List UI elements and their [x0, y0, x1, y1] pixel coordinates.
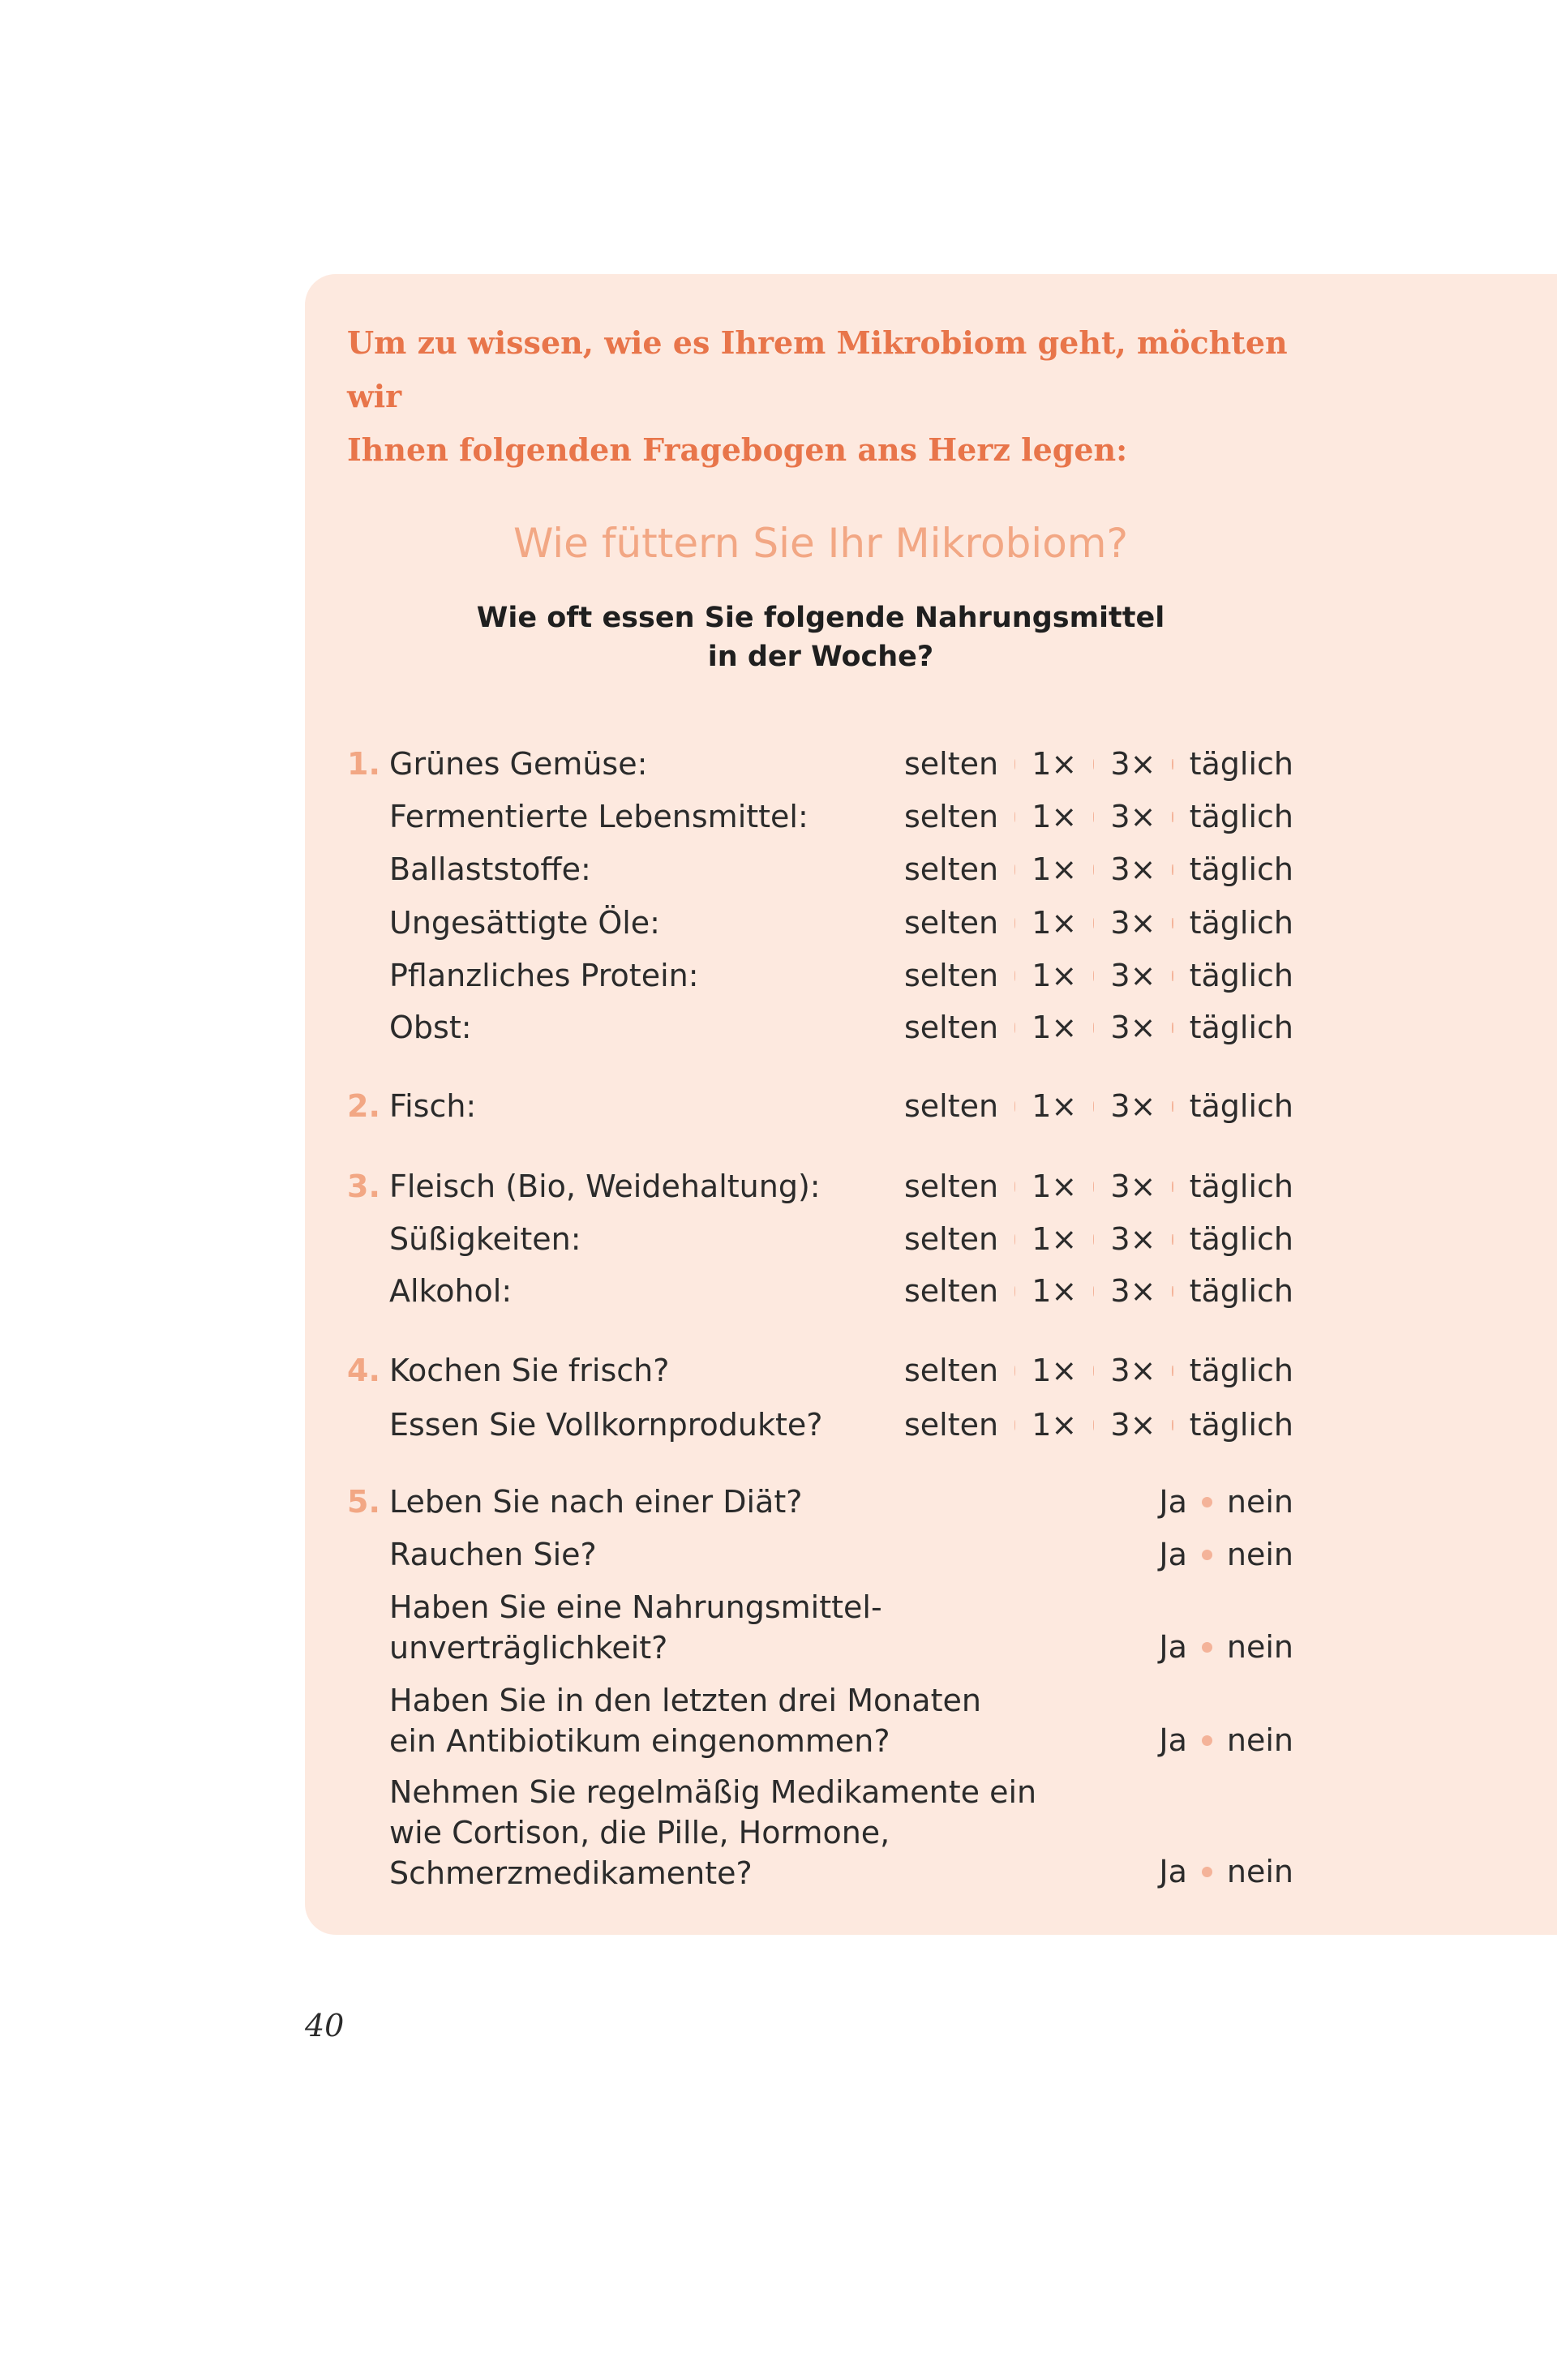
question-label-line: unverträglichkeit?	[389, 1630, 668, 1666]
frequency-option[interactable]: täglich	[1189, 799, 1293, 834]
frequency-option[interactable]: täglich	[1189, 1221, 1293, 1257]
frequency-option[interactable]: 3×	[1110, 799, 1156, 834]
frequency-scale	[904, 1086, 1293, 1126]
frequency-scale	[904, 1166, 1293, 1207]
question-label-line: Haben Sie eine Nahrungsmittel-	[389, 1589, 882, 1625]
separator-dot	[1172, 1234, 1173, 1245]
frequency-option[interactable]: täglich	[1189, 1088, 1293, 1124]
separator-dot	[1093, 1023, 1094, 1033]
frequency-option[interactable]: 3×	[1110, 1353, 1156, 1388]
frequency-option[interactable]: 1×	[1032, 1407, 1078, 1443]
frequency-option[interactable]: täglich	[1189, 958, 1293, 993]
frequency-option[interactable]: 3×	[1110, 1169, 1156, 1204]
separator-dot	[1172, 971, 1173, 981]
frequency-option[interactable]: 3×	[1110, 1273, 1156, 1309]
separator-dot	[1093, 1286, 1094, 1297]
questionnaire-title: Wie füttern Sie Ihr Mikrobiom?	[513, 520, 1129, 567]
frequency-option[interactable]: 3×	[1110, 1010, 1156, 1045]
separator-dot	[1014, 1420, 1015, 1430]
separator-dot	[1014, 971, 1015, 981]
question-label-line: Haben Sie in den letzten drei Monaten	[389, 1683, 981, 1718]
frequency-option[interactable]: 1×	[1032, 851, 1078, 887]
question-label	[389, 1534, 1038, 1575]
question-label-line: Nehmen Sie regelmäßig Medikamente ein	[389, 1774, 1037, 1810]
separator-dot	[1093, 1181, 1094, 1192]
question-number: 1.	[347, 746, 380, 782]
frequency-option[interactable]: täglich	[1189, 746, 1293, 782]
separator-dot	[1014, 1366, 1015, 1376]
question-label	[389, 1482, 1038, 1522]
frequency-option[interactable]: selten	[904, 1407, 999, 1443]
separator-dot	[1172, 918, 1173, 928]
frequency-option[interactable]: 1×	[1032, 905, 1078, 941]
separator-dot	[1014, 918, 1015, 928]
yes-option[interactable]: Ja	[1159, 1629, 1187, 1665]
frequency-scale	[904, 1271, 1293, 1311]
subtitle-line-1: Wie oft essen Sie folgende Nahrungsmittel	[476, 602, 1165, 634]
no-option[interactable]: nein	[1226, 1722, 1293, 1758]
frequency-option[interactable]: selten	[904, 746, 999, 782]
frequency-scale	[904, 744, 1293, 784]
separator-dot	[1202, 1642, 1212, 1653]
no-option[interactable]: nein	[1226, 1537, 1293, 1572]
frequency-option[interactable]: täglich	[1189, 1353, 1293, 1388]
question-label	[389, 1587, 1038, 1668]
yes-option[interactable]: Ja	[1159, 1484, 1187, 1520]
separator-dot	[1202, 1497, 1212, 1507]
frequency-option[interactable]: 3×	[1110, 1221, 1156, 1257]
question-label: Süßigkeiten:	[389, 1221, 581, 1257]
frequency-option[interactable]: täglich	[1189, 1407, 1293, 1443]
separator-dot	[1093, 918, 1094, 928]
intro-text	[347, 316, 1320, 477]
page-number: 40	[305, 2008, 345, 2043]
yes-no-choice	[1150, 1851, 1293, 1892]
separator-dot	[1014, 812, 1015, 822]
yes-no-choice	[1150, 1534, 1293, 1575]
separator-dot	[1202, 1550, 1212, 1560]
no-option[interactable]: nein	[1226, 1854, 1293, 1889]
separator-dot	[1172, 1101, 1173, 1112]
frequency-scale	[904, 903, 1293, 943]
frequency-option[interactable]: 1×	[1032, 1088, 1078, 1124]
question-label: Pflanzliches Protein:	[389, 958, 699, 993]
no-option[interactable]: nein	[1226, 1484, 1293, 1520]
question-label: Grünes Gemüse:	[389, 746, 648, 782]
frequency-option[interactable]: 1×	[1032, 1221, 1078, 1257]
frequency-option[interactable]: selten	[904, 799, 999, 834]
separator-dot	[1202, 1867, 1212, 1877]
frequency-option[interactable]: 1×	[1032, 1353, 1078, 1388]
frequency-option[interactable]: täglich	[1189, 1273, 1293, 1309]
no-option[interactable]: nein	[1226, 1629, 1293, 1665]
separator-dot	[1172, 812, 1173, 822]
question-label: Alkohol:	[389, 1273, 513, 1309]
separator-dot	[1172, 1181, 1173, 1192]
separator-dot	[1202, 1735, 1212, 1746]
question-label: Obst:	[389, 1010, 472, 1045]
frequency-option[interactable]: selten	[904, 905, 999, 941]
separator-dot	[1172, 1286, 1173, 1297]
frequency-option[interactable]: selten	[904, 1273, 999, 1309]
separator-dot	[1172, 1420, 1173, 1430]
frequency-option[interactable]: selten	[904, 958, 999, 993]
separator-dot	[1014, 1286, 1015, 1297]
frequency-scale	[904, 1219, 1293, 1259]
separator-dot	[1014, 1101, 1015, 1112]
question-label-line: wie Cortison, die Pille, Hormone,	[389, 1815, 890, 1850]
frequency-option[interactable]: 3×	[1110, 905, 1156, 941]
separator-dot	[1014, 759, 1015, 770]
frequency-scale	[904, 955, 1293, 996]
frequency-option[interactable]: 1×	[1032, 958, 1078, 993]
question-label: Ungesättigte Öle:	[389, 905, 660, 941]
frequency-option[interactable]: 1×	[1032, 1010, 1078, 1045]
subtitle-line-2: in der Woche?	[707, 641, 934, 673]
frequency-option[interactable]: 1×	[1032, 799, 1078, 834]
separator-dot	[1093, 1420, 1094, 1430]
separator-dot	[1093, 971, 1094, 981]
frequency-option[interactable]: selten	[904, 1221, 999, 1257]
frequency-option[interactable]: selten	[904, 1010, 999, 1045]
question-label-line: ein Antibiotikum eingenommen?	[389, 1723, 890, 1759]
question-label: Ballaststoffe:	[389, 851, 591, 887]
separator-dot	[1014, 1181, 1015, 1192]
question-number: 3.	[347, 1169, 380, 1204]
questionnaire-subtitle	[305, 598, 1336, 676]
yes-option[interactable]: Ja	[1159, 1537, 1187, 1572]
question-label	[389, 1680, 1038, 1761]
separator-dot	[1014, 864, 1015, 875]
frequency-scale	[904, 1404, 1293, 1445]
yes-option[interactable]: Ja	[1159, 1722, 1187, 1758]
yes-no-choice	[1150, 1720, 1293, 1760]
separator-dot	[1172, 1366, 1173, 1376]
question-label: Kochen Sie frisch?	[389, 1353, 670, 1388]
intro-line-1: Um zu wissen, wie es Ihrem Mikrobiom geht, möchten wir	[347, 324, 1288, 414]
frequency-option[interactable]: 1×	[1032, 1169, 1078, 1204]
question-label-line: Schmerzmedikamente?	[389, 1855, 753, 1891]
question-number: 5.	[347, 1484, 380, 1520]
frequency-option[interactable]: 3×	[1110, 851, 1156, 887]
separator-dot	[1014, 1234, 1015, 1245]
question-number: 2.	[347, 1088, 380, 1124]
separator-dot	[1093, 1101, 1094, 1112]
frequency-option[interactable]: selten	[904, 1088, 999, 1124]
frequency-option[interactable]: 3×	[1110, 1407, 1156, 1443]
separator-dot	[1093, 759, 1094, 770]
frequency-option[interactable]: 3×	[1110, 746, 1156, 782]
separator-dot	[1093, 812, 1094, 822]
separator-dot	[1093, 864, 1094, 875]
question-label: Fermentierte Lebensmittel:	[389, 799, 809, 834]
frequency-option[interactable]: selten	[904, 1169, 999, 1204]
frequency-option[interactable]: 1×	[1032, 746, 1078, 782]
separator-dot	[1172, 1023, 1173, 1033]
frequency-option[interactable]: täglich	[1189, 851, 1293, 887]
frequency-option[interactable]: 3×	[1110, 1088, 1156, 1124]
yes-no-choice	[1150, 1482, 1293, 1522]
frequency-option[interactable]: täglich	[1189, 905, 1293, 941]
separator-dot	[1093, 1234, 1094, 1245]
frequency-option[interactable]: 1×	[1032, 1273, 1078, 1309]
question-label: Fleisch (Bio, Weidehaltung):	[389, 1169, 821, 1204]
intro-line-2: Ihnen folgenden Fragebogen ans Herz legen:	[347, 431, 1128, 468]
separator-dot	[1172, 759, 1173, 770]
frequency-option[interactable]: täglich	[1189, 1010, 1293, 1045]
frequency-scale	[904, 796, 1293, 837]
frequency-option[interactable]: selten	[904, 1353, 999, 1388]
separator-dot	[1172, 864, 1173, 875]
separator-dot	[1093, 1366, 1094, 1376]
frequency-scale	[904, 1007, 1293, 1048]
frequency-option[interactable]: 3×	[1110, 958, 1156, 993]
question-label	[389, 1772, 1038, 1893]
question-number: 4.	[347, 1353, 380, 1388]
question-label: Fisch:	[389, 1088, 477, 1124]
frequency-scale	[904, 849, 1293, 890]
frequency-option[interactable]: selten	[904, 851, 999, 887]
yes-option[interactable]: Ja	[1159, 1854, 1187, 1889]
frequency-scale	[904, 1350, 1293, 1391]
yes-no-choice	[1150, 1627, 1293, 1667]
frequency-option[interactable]: täglich	[1189, 1169, 1293, 1204]
separator-dot	[1014, 1023, 1015, 1033]
question-label-line: Rauchen Sie?	[389, 1537, 597, 1572]
question-label: Essen Sie Vollkornprodukte?	[389, 1407, 823, 1443]
question-label-line: Leben Sie nach einer Diät?	[389, 1484, 803, 1520]
